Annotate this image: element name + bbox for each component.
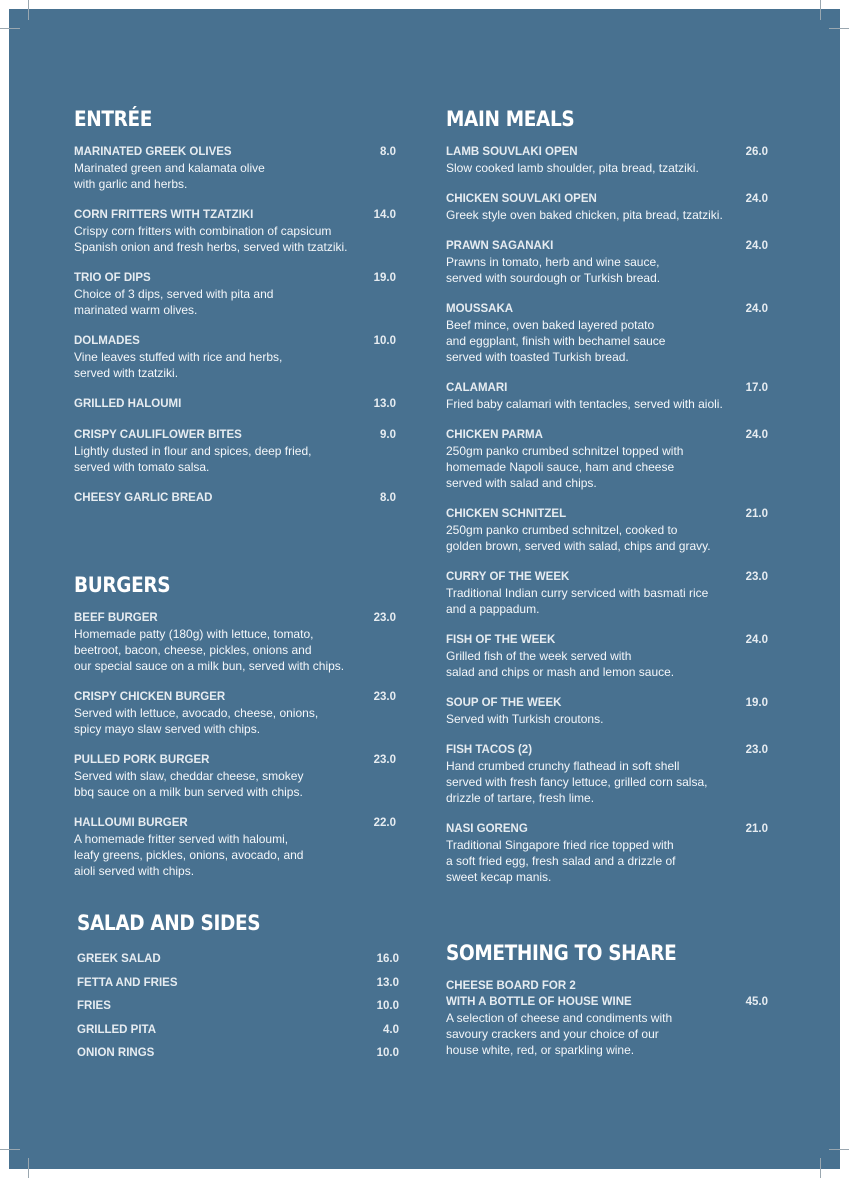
menu-item-price: 24.0 — [745, 303, 768, 315]
menu-item-description: Lightly dusted in flour and spices, deep fried, served with tomato salsa. — [74, 444, 312, 474]
menu-item — [77, 975, 399, 991]
menu-item-price: 8.0 — [380, 492, 396, 504]
menu-item-description: Traditional Singapore fried rice topped with a soft fried egg, fresh salad and a drizzle of sweet kecap manis. — [446, 838, 676, 884]
menu-item-header — [446, 191, 768, 207]
section-title: SOMETHING TO SHARE — [446, 941, 677, 965]
menu-item-name: CORN FRITTERS WITH TZATZIKI — [74, 209, 254, 221]
left-column — [74, 0, 399, 1178]
menu-item-name: CHICKEN SCHNITZEL — [446, 508, 567, 520]
crop-mark — [0, 28, 20, 29]
menu-item-price: 26.0 — [745, 146, 768, 158]
menu-item-name: GREEK SALAD — [77, 953, 161, 965]
menu-item — [446, 506, 768, 554]
right-column — [446, 0, 768, 1178]
section-title: SALAD AND SIDES — [77, 911, 261, 935]
menu-item — [446, 191, 768, 223]
menu-item-name: FRIES — [77, 1000, 111, 1012]
menu-item-name: PULLED PORK BURGER — [74, 754, 210, 766]
menu-item-name: BEEF BURGER — [74, 612, 158, 624]
menu-item-header — [74, 689, 396, 705]
menu-item — [446, 301, 768, 365]
menu-item-header — [77, 1022, 399, 1038]
crop-mark — [28, 1158, 29, 1178]
section-title: MAIN MEALS — [446, 107, 575, 131]
menu-item-price: 23.0 — [745, 744, 768, 756]
menu-item-header — [446, 695, 768, 711]
menu-item-name: CRISPY CHICKEN BURGER — [74, 691, 226, 703]
menu-item-header — [74, 490, 396, 506]
menu-item-name: CHICKEN SOUVLAKI OPEN — [446, 193, 597, 205]
menu-item — [77, 1022, 399, 1038]
menu-item-price: 13.0 — [376, 976, 399, 989]
menu-item-price: 19.0 — [745, 697, 768, 709]
menu-item-name: CRISPY CAULIFLOWER BITES — [74, 429, 242, 441]
menu-item — [446, 427, 768, 491]
menu-item — [74, 333, 396, 381]
menu-item-header — [77, 951, 399, 967]
entree-section — [74, 107, 396, 521]
menu-item-name: FISH OF THE WEEK — [446, 634, 556, 646]
menu-item — [446, 238, 768, 286]
menu-item-price: 45.0 — [745, 996, 768, 1008]
menu-item-price: 14.0 — [373, 209, 396, 221]
menu-item-description: Slow cooked lamb shoulder, pita bread, tzatziki. — [446, 161, 699, 175]
share-section — [446, 941, 768, 1073]
crop-mark — [820, 0, 821, 20]
menu-item-name: CHICKEN PARMA — [446, 429, 543, 441]
menu-item-name: MARINATED GREEK OLIVES — [74, 146, 232, 158]
menu-item-price: 10.0 — [373, 335, 396, 347]
menu-item-header — [446, 821, 768, 837]
menu-item-header — [74, 427, 396, 443]
menu-item — [446, 632, 768, 680]
menu-item-price: 24.0 — [745, 429, 768, 441]
menu-item — [74, 396, 396, 412]
menu-item-price: 21.0 — [745, 823, 768, 835]
menu-item — [77, 998, 399, 1014]
menu-item-price: 24.0 — [745, 193, 768, 205]
menu-item-price: 23.0 — [373, 754, 396, 766]
menu-item-description: Marinated green and kalamata olive with garlic and herbs. — [74, 161, 265, 191]
menu-item-description: 250gm panko crumbed schnitzel, cooked to golden brown, served with salad, chips and gravy. — [446, 523, 711, 553]
menu-item-header — [446, 238, 768, 254]
menu-item-price: 16.0 — [376, 953, 399, 965]
menu-item-name: PRAWN SAGANAKI — [446, 240, 554, 252]
menu-item — [446, 380, 768, 412]
menu-item-description: A selection of cheese and condiments with savoury crackers and your choice of our house white, red, or sparkling wine. — [446, 1011, 673, 1057]
menu-item-header — [74, 270, 396, 286]
menu-item-price: 10.0 — [376, 1000, 399, 1012]
menu-item-price: 19.0 — [373, 272, 396, 284]
menu-item-price: 17.0 — [745, 382, 768, 394]
menu-item-price: 9.0 — [380, 429, 396, 441]
menu-item-header — [74, 333, 396, 349]
menu-item-price: 23.0 — [745, 571, 768, 583]
menu-item — [446, 978, 768, 1058]
menu-item-name: CURRY OF THE WEEK — [446, 571, 570, 583]
menu-item — [446, 821, 768, 885]
menu-item — [77, 951, 399, 967]
menu-item-name: DOLMADES — [74, 335, 140, 347]
menu-item-header — [74, 815, 396, 831]
menu-item-name: ONION RINGS — [77, 1047, 155, 1059]
menu-item-name: FISH TACOS (2) — [446, 744, 533, 756]
menu-item — [74, 815, 396, 879]
main-meals-section — [446, 107, 768, 900]
menu-item-header — [77, 975, 399, 991]
menu-item-price: 23.0 — [373, 691, 396, 703]
menu-item-name: CHEESY GARLIC BREAD — [74, 492, 213, 504]
menu-item-header — [446, 632, 768, 648]
menu-item-header — [74, 207, 396, 223]
menu-item — [77, 1045, 399, 1061]
menu-item-header — [74, 396, 396, 412]
menu-item-description: Vine leaves stuffed with rice and herbs, served with tzatziki. — [74, 350, 283, 380]
menu-item-header — [446, 301, 768, 317]
section-title: ENTRÉE — [74, 107, 153, 131]
menu-item-header — [446, 506, 768, 522]
menu-item-price: 24.0 — [745, 240, 768, 252]
crop-mark — [28, 0, 29, 20]
menu-item-description: A homemade fritter served with haloumi, leafy greens, pickles, onions, avocado, and aioli served with chips. — [74, 832, 304, 878]
menu-item-header — [446, 742, 768, 758]
burgers-section — [74, 573, 396, 894]
menu-item-header — [77, 998, 399, 1014]
menu-item-description: Beef mince, oven baked layered potato and eggplant, finish with bechamel sauce served with toasted Turkish bread. — [446, 318, 666, 364]
menu-item-name: LAMB SOUVLAKI OPEN — [446, 146, 578, 158]
menu-item-description: 250gm panko crumbed schnitzel topped with homemade Napoli sauce, ham and cheese served with salad and chips. — [446, 444, 684, 490]
menu-item-description: Crispy corn fritters with combination of capsicum Spanish onion and fresh herbs, served with tzatziki. — [74, 224, 348, 254]
menu-item-price: 10.0 — [376, 1047, 399, 1059]
menu-item — [446, 742, 768, 806]
menu-item-description: Served with Turkish croutons. — [446, 712, 604, 726]
menu-item-header — [74, 610, 396, 626]
menu-item-price: 21.0 — [745, 508, 768, 520]
menu-item-name: HALLOUMI BURGER — [74, 817, 188, 829]
menu-item-description: Choice of 3 dips, served with pita and marinated warm olives. — [74, 287, 274, 317]
menu-item-header — [446, 427, 768, 443]
menu-item-price: 24.0 — [745, 634, 768, 646]
menu-item — [446, 144, 768, 176]
menu-item-header — [446, 978, 768, 1010]
crop-mark — [829, 1149, 849, 1150]
menu-item-header — [446, 569, 768, 585]
menu-item-name: TRIO OF DIPS — [74, 272, 151, 284]
menu-item — [446, 695, 768, 727]
menu-item — [74, 490, 396, 506]
menu-item-name: SOUP OF THE WEEK — [446, 697, 562, 709]
menu-item-description: Grilled fish of the week served with salad and chips or mash and lemon sauce. — [446, 649, 675, 679]
menu-item — [74, 144, 396, 192]
crop-mark — [820, 1158, 821, 1178]
menu-item-description: Hand crumbed crunchy flathead in soft shell served with fresh fancy lettuce, grilled corn salsa, drizzle of tartare, fresh lime. — [446, 759, 708, 805]
menu-item — [74, 689, 396, 737]
menu-item-description: Homemade patty (180g) with lettuce, tomato, beetroot, bacon, cheese, pickles, onions and our special sauce on a milk bun, served with chips. — [74, 627, 345, 673]
menu-item-description: Fried baby calamari with tentacles, served with aioli. — [446, 397, 723, 411]
menu-item-description: Prawns in tomato, herb and wine sauce, served with sourdough or Turkish bread. — [446, 255, 661, 285]
menu-item-price: 23.0 — [373, 612, 396, 624]
menu-item — [74, 610, 396, 674]
menu-item-name: CHEESE BOARD FOR 2 WITH A BOTTLE OF HOUSE WINE — [446, 980, 632, 1008]
menu-item-description: Traditional Indian curry serviced with basmati rice and a pappadum. — [446, 586, 709, 616]
menu-item-price: 4.0 — [383, 1023, 399, 1036]
menu-item-name: MOUSSAKA — [446, 303, 514, 315]
menu-item-header — [74, 752, 396, 768]
crop-mark — [829, 28, 849, 29]
menu-item — [74, 207, 396, 255]
section-title: BURGERS — [74, 573, 171, 597]
menu-item-header — [446, 144, 768, 160]
menu-item-price: 8.0 — [380, 146, 396, 158]
salad-sides-section — [77, 911, 399, 1069]
menu-item-price: 22.0 — [373, 817, 396, 829]
menu-item-header — [74, 144, 396, 160]
menu-item-name: FETTA AND FRIES — [77, 976, 178, 989]
menu-item — [446, 569, 768, 617]
menu-item-description: Served with lettuce, avocado, cheese, onions, spicy mayo slaw served with chips. — [74, 706, 319, 736]
menu-item-description: Greek style oven baked chicken, pita bread, tzatziki. — [446, 208, 723, 222]
menu-item — [74, 270, 396, 318]
menu-item-description: Served with slaw, cheddar cheese, smokey bbq sauce on a milk bun served with chips. — [74, 769, 304, 799]
menu-item-name: CALAMARI — [446, 382, 508, 394]
menu-item-header — [446, 380, 768, 396]
menu-item-name: GRILLED PITA — [77, 1023, 157, 1036]
menu-item — [74, 427, 396, 475]
menu-item-price: 13.0 — [373, 398, 396, 410]
crop-mark — [0, 1149, 20, 1150]
menu-item-header — [77, 1045, 399, 1061]
menu-item-name: NASI GORENG — [446, 823, 528, 835]
menu-item — [74, 752, 396, 800]
menu-item-name: GRILLED HALOUMI — [74, 398, 182, 410]
